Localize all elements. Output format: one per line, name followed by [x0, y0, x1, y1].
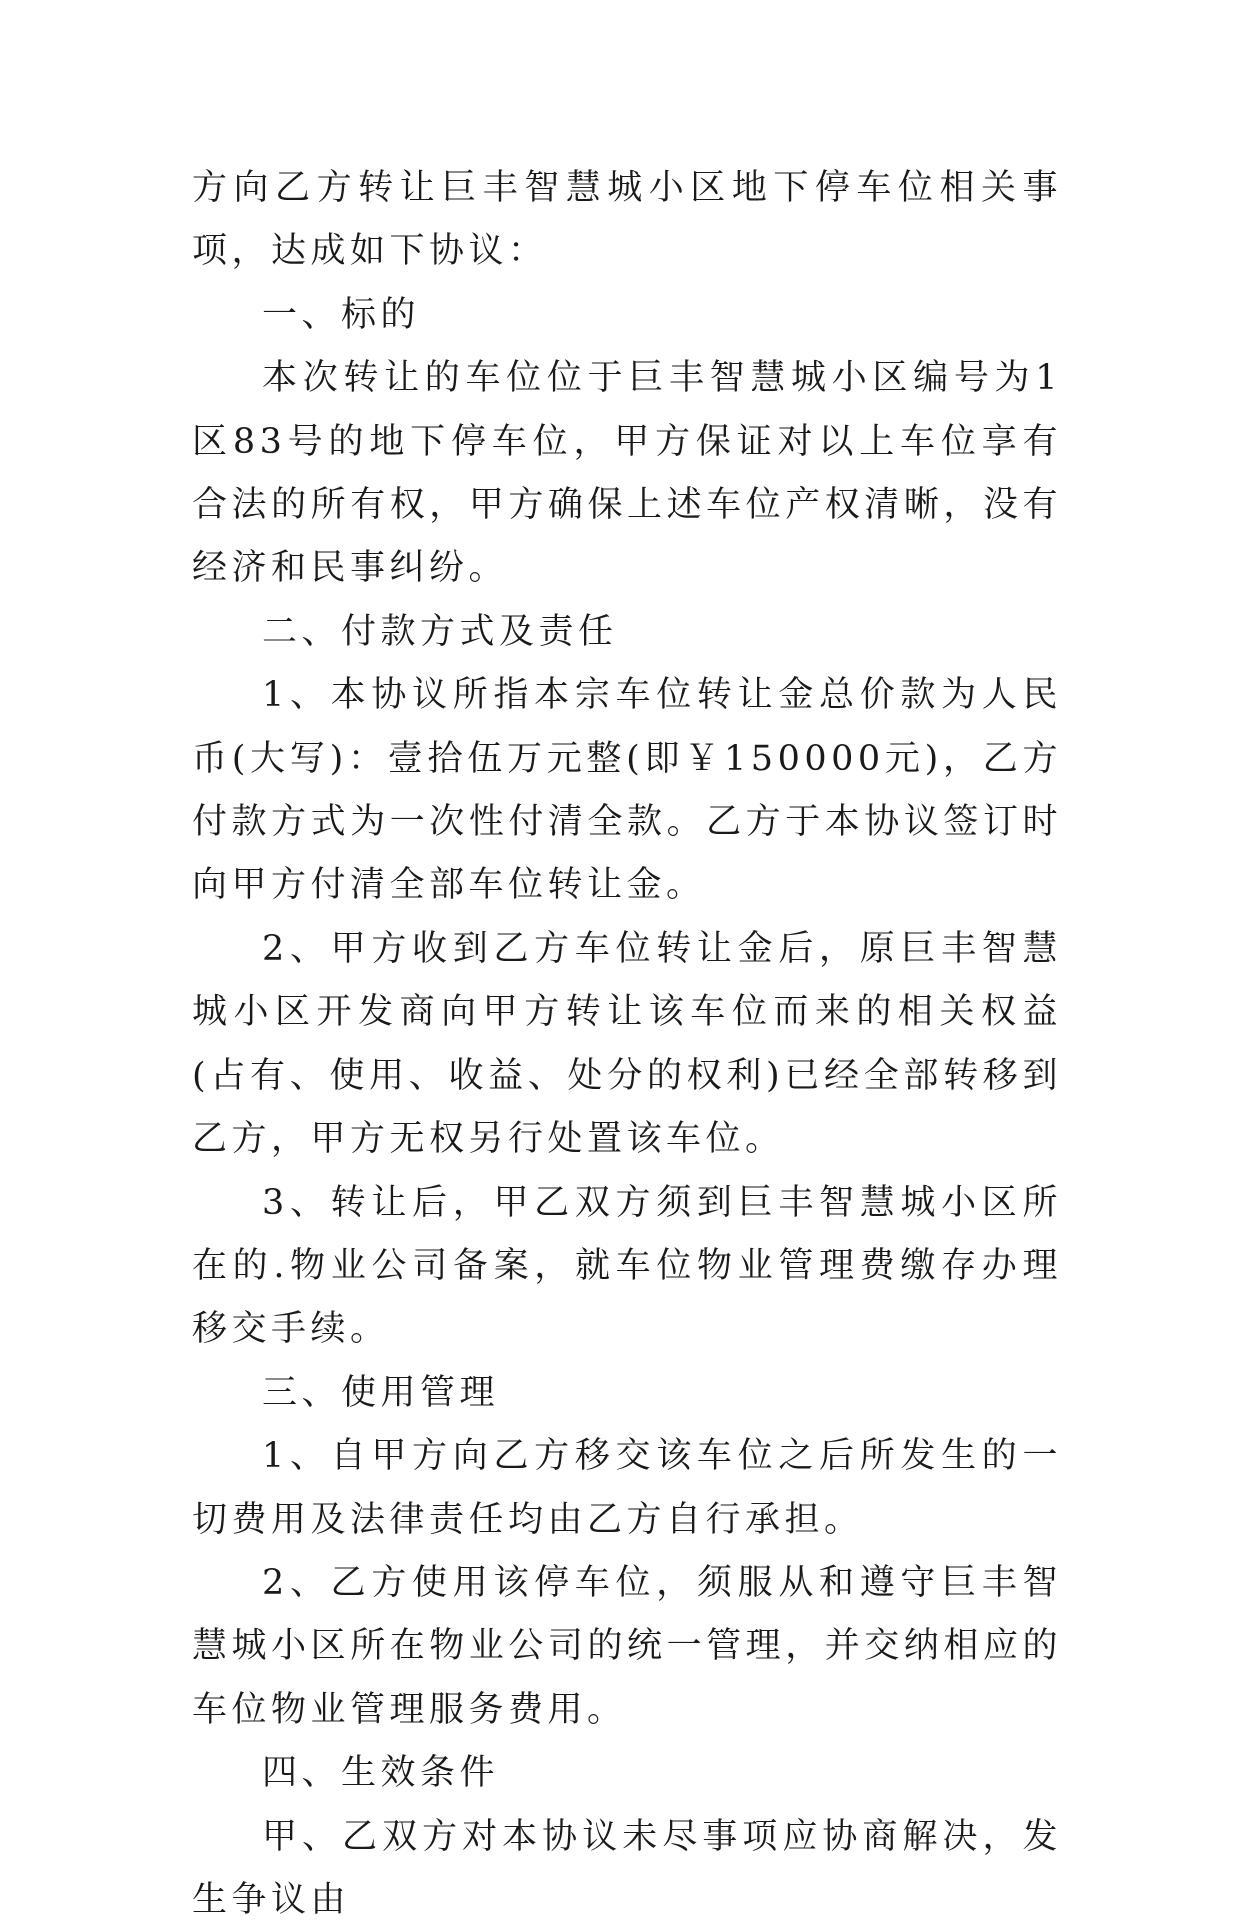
paragraph-intro: 方向乙方转让巨丰智慧城小区地下停车位相关事项，达成如下协议： — [192, 168, 1062, 272]
section-heading-payment: 二、付款方式及责任 — [262, 611, 618, 652]
section-heading-subject: 一、标的 — [262, 294, 421, 335]
paragraph-effect: 甲、乙双方对本协议未尽事项应协商解决，发生争议由 — [192, 1816, 1062, 1920]
section-heading-effect: 四、生效条件 — [262, 1753, 500, 1794]
paragraph-usage-1: 1、自甲方向乙方移交该车位之后所发生的一切费用及法律责任均由乙方自行承担。 — [192, 1436, 1062, 1540]
paragraph-usage-2: 2、乙方使用该停车位，须服从和遵守巨丰智慧城小区所在物业公司的统一管理，并交纳相应的车位物业管理服务费用。 — [192, 1562, 1062, 1730]
paragraph-subject: 本次转让的车位位于巨丰智慧城小区编号为1区83号的地下停车位，甲方保证对以上车位享有合法的所有权，甲方确保上述车位产权清晰，没有经济和民事纠纷。 — [192, 358, 1062, 589]
document-body — [192, 157, 1062, 1932]
section-heading-usage: 三、使用管理 — [262, 1372, 500, 1413]
paragraph-payment-2: 2、甲方收到乙方车位转让金后，原巨丰智慧城小区开发商向甲方转让该车位而来的相关权益(占有、使用、收益、处分的权利)已经全部转移到乙方，甲方无权另行处置该车位。 — [192, 928, 1062, 1160]
paragraph-payment-3: 3、转让后，甲乙双方须到巨丰智慧城小区所在的.物业公司备案，就车位物业管理费缴存办理移交手续。 — [192, 1182, 1062, 1350]
paragraph-payment-1: 1、本协议所指本宗车位转让金总价款为人民币(大写)：壹拾伍万元整(即￥150000元)，乙方付款方式为一次性付清全款。乙方于本协议签订时向甲方付清全部车位转让金。 — [192, 675, 1062, 906]
